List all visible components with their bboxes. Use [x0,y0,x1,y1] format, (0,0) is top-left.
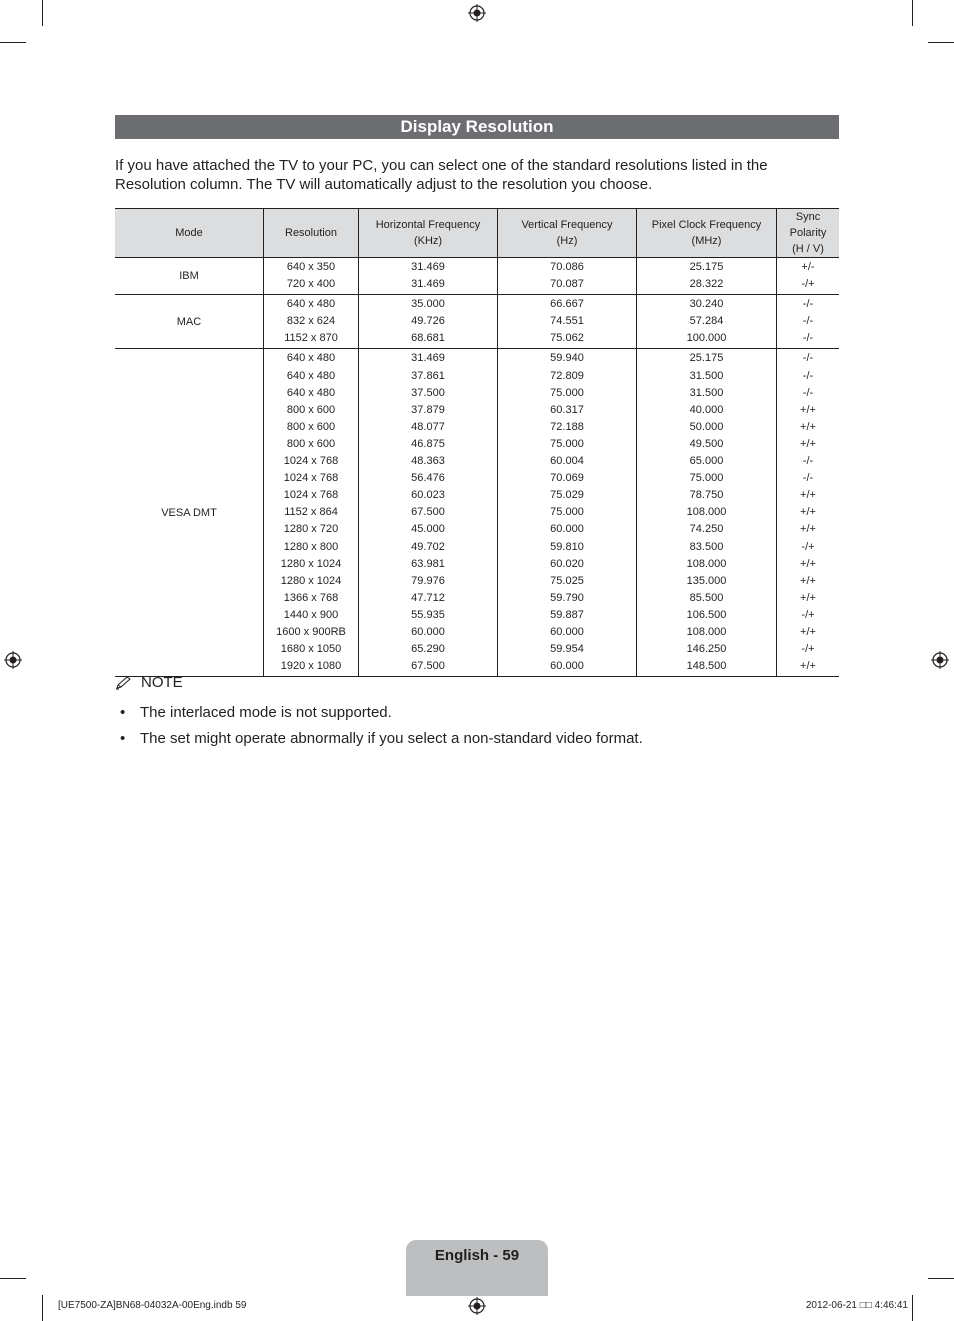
mode-cell: MAC [115,295,264,349]
cell-value: 47.712 [411,591,445,604]
cell-value: 60.000 [550,625,584,638]
mode-cell: VESA DMT [115,349,264,677]
sync-polarity-cell [777,258,840,295]
cell-value: +/+ [800,557,816,570]
cell-value: +/- [801,261,815,273]
cell-value: 74.551 [550,315,584,328]
cell-value: 60.023 [411,489,445,502]
section-title: Display Resolution [115,115,839,139]
footer-file-info: [UE7500-ZA]BN68-04032A-00Eng.indb 59 [58,1300,247,1311]
cell-value: 1366 x 768 [283,591,339,604]
sync-polarity-cell [777,295,840,349]
column-header-vertical-frequency [498,209,637,258]
vertical-frequency-cell [498,295,637,349]
cell-value: 67.500 [411,506,445,519]
cell-value: 35.000 [411,298,445,311]
cell-value: 640 x 480 [286,298,336,311]
column-header-unit: (KHz) [413,235,443,247]
cell-value: 1280 x 720 [283,523,339,536]
crop-mark [912,0,913,26]
cell-value: 1024 x 768 [283,489,339,502]
column-header-label: Mode [175,227,203,239]
cell-value: 108.000 [686,625,727,638]
cell-value: +/+ [800,489,816,502]
cell-value: -/- [802,298,814,311]
cell-value: -/- [802,386,814,399]
cell-value: 49.702 [411,540,445,553]
cell-value: +/+ [800,591,816,604]
crop-mark [0,1278,26,1279]
cell-value: 31.469 [411,278,445,291]
column-header-unit: (MHz) [691,235,722,247]
cell-value: 31.469 [411,352,445,365]
cell-value: 37.861 [411,369,445,382]
resolution-cell [264,295,359,349]
cell-value: 720 x 400 [286,278,336,291]
cell-value: 1152 x 870 [284,332,338,345]
cell-value: 60.000 [411,625,445,638]
cell-value: +/+ [800,506,816,519]
horizontal-frequency-cell [359,349,498,677]
cell-value: 65.000 [689,455,724,468]
cell-value: 37.879 [411,403,445,416]
cell-value: 72.809 [550,369,584,382]
pixel-clock-cell [637,349,777,677]
cell-value: 75.000 [689,472,724,485]
footer-timestamp: 2012-06-21 □□ 4:46:41 [805,1300,908,1311]
cell-value: 640 x 480 [286,386,336,399]
cell-value: +/+ [800,437,816,450]
cell-value: 85.500 [689,591,724,604]
cell-value: -/- [802,352,814,365]
cell-value: 60.020 [550,557,584,570]
page-number: English - 59 [434,1247,520,1264]
cell-value: 31.500 [689,386,724,399]
note-list [115,703,643,755]
cell-value: 63.981 [411,557,445,570]
cell-value: -/- [802,369,814,382]
horizontal-frequency-cell [359,295,498,349]
cell-value: 48.363 [411,455,445,468]
cell-value: 59.940 [550,352,584,365]
cell-value: 31.469 [411,261,445,273]
cell-value: 800 x 600 [286,420,336,433]
vertical-frequency-cell [498,258,637,295]
note-text: The set might operate abnormally if you select a non-standard video format. [140,730,643,747]
cell-value: 72.188 [550,420,584,433]
cell-value: 640 x 480 [286,352,336,365]
cell-value: 30.240 [689,298,724,311]
cell-value: 60.004 [550,455,584,468]
cell-value: 59.790 [550,591,584,604]
cell-value: -/- [802,455,814,468]
table-row [115,258,839,295]
cell-value: -/+ [801,278,815,291]
cell-value: +/+ [800,574,816,587]
crop-mark [928,42,954,43]
cell-value: 75.000 [550,506,584,519]
table-row [115,349,839,677]
cell-value: 48.077 [411,420,445,433]
cell-value: 640 x 350 [286,261,336,273]
column-header-label: Pixel Clock Frequency [651,219,762,231]
cell-value: 1680 x 1050 [280,643,342,656]
cell-value: 40.000 [689,403,724,416]
cell-value: +/+ [800,625,816,638]
resolution-cell [264,258,359,295]
cell-value: 74.250 [689,523,724,536]
cell-value: 1280 x 1024 [280,557,342,570]
cell-value: 78.750 [689,489,724,502]
column-header-unit: (H / V) [792,243,824,255]
cell-value: 49.500 [689,437,724,450]
cell-value: 46.875 [411,437,445,450]
column-header-pixel-clock [637,209,777,258]
column-header-label: Vertical Frequency [521,219,613,231]
table-row [115,295,839,349]
table-body [115,258,839,677]
page-number-tab [406,1240,548,1296]
cell-value: 50.000 [689,420,724,433]
registration-mark-icon [468,1297,486,1315]
column-header-mode [115,209,264,258]
column-header-label: Sync Polarity [789,211,827,239]
cell-value: 59.810 [550,540,584,553]
crop-mark [0,42,26,43]
cell-value: 1024 x 768 [283,455,339,468]
cell-value: 25.175 [689,352,724,365]
cell-value: 67.500 [411,660,445,673]
cell-value: +/+ [800,523,816,536]
cell-value: 108.000 [686,557,727,570]
cell-value: 66.667 [550,298,584,311]
cell-value: 68.681 [411,332,445,345]
note-item [115,729,643,755]
cell-value: -/- [802,332,814,345]
cell-value: 55.935 [411,608,445,621]
vertical-frequency-cell [498,349,637,677]
cell-value: 60.000 [550,660,584,673]
intro-paragraph: If you have attached the TV to your PC, you can select one of the standard resolutions listed in the Resolution column. The TV will automatically adjust to the resolution you choose. [115,157,768,193]
cell-value: 1280 x 800 [283,540,339,553]
cell-value: 75.000 [550,386,584,399]
resolution-table [115,208,839,677]
column-header-horizontal-frequency [359,209,498,258]
cell-value: 148.500 [686,660,727,673]
column-header-sync-polarity [777,209,840,258]
cell-value: -/+ [801,643,815,656]
registration-mark-icon [4,651,22,669]
resolution-cell [264,349,359,677]
column-header-resolution [264,209,359,258]
cell-value: 832 x 624 [286,315,336,328]
cell-value: 1024 x 768 [283,472,339,485]
horizontal-frequency-cell [359,258,498,295]
cell-value: +/+ [800,403,816,416]
cell-value: 60.000 [550,523,584,536]
crop-mark [42,1295,43,1321]
cell-value: 75.029 [550,489,584,502]
cell-value: -/- [802,315,814,328]
mode-cell: IBM [115,258,264,295]
cell-value: 70.086 [550,261,584,273]
registration-mark-icon [931,651,949,669]
pixel-clock-cell [637,258,777,295]
cell-value: 100.000 [686,332,727,345]
bullet: • [120,730,126,747]
column-header-unit: (Hz) [556,235,578,247]
cell-value: +/+ [800,420,816,433]
cell-value: 59.887 [550,608,584,621]
cell-value: 75.025 [550,574,584,587]
cell-value: 59.954 [550,643,584,656]
bullet: • [120,704,126,721]
sync-polarity-cell [777,349,840,677]
cell-value: 135.000 [686,574,727,587]
cell-value: +/+ [800,660,816,673]
cell-value: 1152 x 864 [284,506,338,519]
cell-value: 75.000 [550,437,584,450]
cell-value: 37.500 [411,386,445,399]
crop-mark [928,1278,954,1279]
cell-value: -/+ [801,608,815,621]
note-label: NOTE [141,674,183,691]
cell-value: -/- [802,472,814,485]
cell-value: 57.284 [689,315,724,328]
cell-value: 31.500 [689,369,724,382]
crop-mark [912,1295,913,1321]
cell-value: 640 x 480 [286,369,336,382]
note-text: The interlaced mode is not supported. [140,704,392,721]
cell-value: 45.000 [411,523,445,536]
cell-value: 1440 x 900 [283,608,339,621]
cell-value: 28.322 [689,278,724,291]
note-heading [115,674,183,691]
registration-mark-icon [468,4,486,22]
cell-value: 1920 x 1080 [280,660,342,673]
cell-value: 83.500 [689,540,724,553]
column-header-label: Resolution [285,227,337,239]
cell-value: 79.976 [411,574,445,587]
cell-value: 800 x 600 [286,437,336,450]
cell-value: 65.290 [411,643,445,656]
cell-value: 800 x 600 [286,403,336,416]
cell-value: 146.250 [686,643,727,656]
cell-value: 106.500 [686,608,727,621]
note-item [115,703,643,729]
table-header-row [115,209,839,258]
cell-value: 56.476 [411,472,445,485]
cell-value: 75.062 [550,332,584,345]
cell-value: 108.000 [686,506,727,519]
crop-mark [42,0,43,26]
cell-value: 70.087 [550,278,584,291]
column-header-label: Horizontal Frequency [375,219,481,231]
pixel-clock-cell [637,295,777,349]
cell-value: -/+ [801,540,815,553]
cell-value: 1280 x 1024 [280,574,342,587]
cell-value: 70.069 [550,472,584,485]
cell-value: 49.726 [411,315,445,328]
cell-value: 25.175 [689,261,724,273]
cell-value: 60.317 [550,403,584,416]
cell-value: 1600 x 900RB [276,625,346,638]
pencil-note-icon [115,676,133,690]
